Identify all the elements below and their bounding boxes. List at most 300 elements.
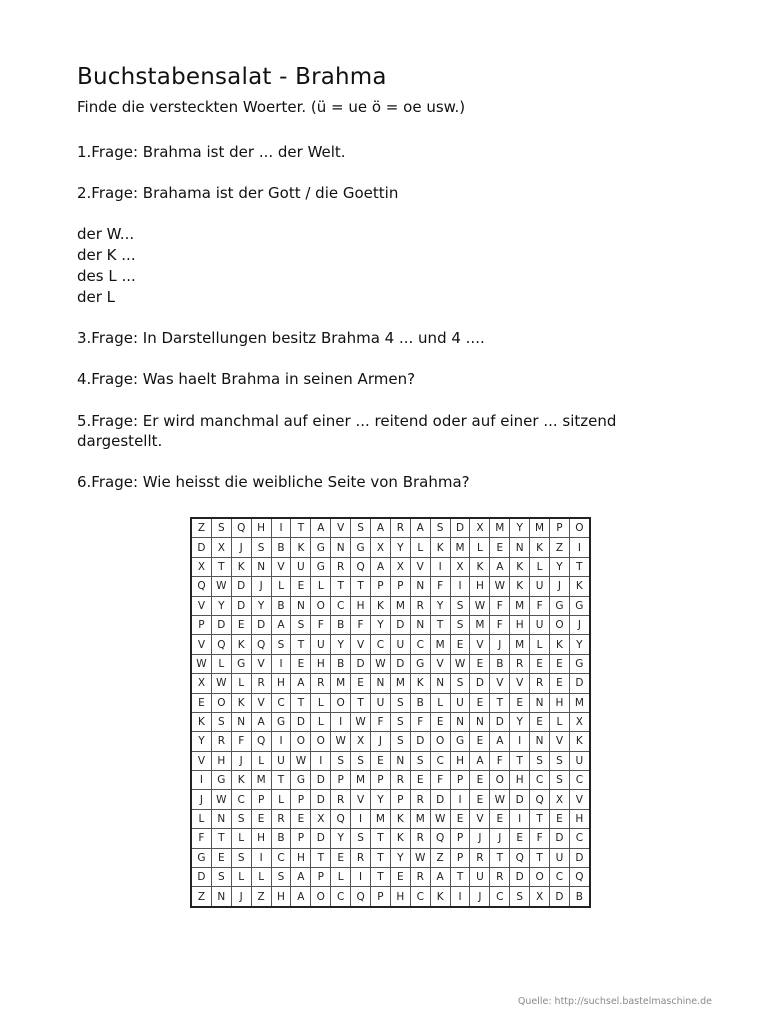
grid-cell: P	[291, 829, 311, 848]
grid-cell: G	[211, 771, 231, 790]
grid-cell: G	[550, 596, 570, 615]
grid-cell: J	[470, 829, 490, 848]
grid-cell: E	[331, 848, 351, 867]
grid-cell: C	[410, 635, 430, 654]
grid-cell: W	[211, 577, 231, 596]
grid-cell: K	[231, 557, 251, 576]
grid-cell: Y	[331, 635, 351, 654]
grid-cell: E	[371, 751, 391, 770]
grid-cell: O	[430, 732, 450, 751]
grid-cell: L	[470, 538, 490, 557]
grid-cell: Z	[191, 887, 211, 907]
grid-cell: A	[410, 518, 430, 538]
grid-cell: E	[550, 654, 570, 673]
grid-cell: U	[550, 848, 570, 867]
grid-cell: P	[550, 518, 570, 538]
grid-cell: M	[390, 596, 410, 615]
source-credit: Quelle: http://suchsel.bastelmaschine.de	[517, 996, 712, 1007]
grid-cell: Y	[390, 538, 410, 557]
grid-cell: U	[371, 693, 391, 712]
grid-cell: P	[311, 868, 331, 887]
grid-cell: K	[430, 538, 450, 557]
grid-cell: T	[211, 557, 231, 576]
grid-cell: L	[251, 751, 271, 770]
grid-cell: K	[510, 557, 530, 576]
grid-cell: P	[251, 790, 271, 809]
grid-cell: R	[490, 868, 510, 887]
grid-row	[191, 790, 590, 809]
grid-cell: T	[371, 848, 391, 867]
question-5: 5.Frage: Er wird manchmal auf einer ... reitend oder auf einer ... sitzend	[77, 412, 617, 430]
grid-cell: S	[351, 518, 371, 538]
grid-cell: Y	[390, 848, 410, 867]
grid-cell: U	[390, 635, 410, 654]
grid-cell: J	[231, 751, 251, 770]
grid-cell: C	[331, 887, 351, 907]
grid-cell: D	[470, 674, 490, 693]
grid-cell: I	[510, 732, 530, 751]
grid-cell: H	[470, 577, 490, 596]
grid-cell: M	[470, 615, 490, 634]
grid-cell: N	[410, 577, 430, 596]
grid-cell: R	[390, 771, 410, 790]
word-search-grid	[190, 517, 591, 908]
grid-cell: V	[191, 751, 211, 770]
grid-cell: T	[351, 577, 371, 596]
grid-cell: R	[510, 654, 530, 673]
grid-cell: F	[351, 615, 371, 634]
grid-cell: P	[450, 829, 470, 848]
grid-cell: V	[410, 557, 430, 576]
grid-cell: E	[490, 809, 510, 828]
grid-cell: I	[271, 654, 291, 673]
grid-cell: N	[291, 596, 311, 615]
grid-cell: Q	[231, 518, 251, 538]
grid-cell: G	[311, 538, 331, 557]
grid-cell: S	[510, 887, 530, 907]
grid-cell: W	[410, 848, 430, 867]
grid-cell: C	[271, 848, 291, 867]
grid-cell: M	[430, 635, 450, 654]
grid-cell: M	[331, 674, 351, 693]
grid-cell: Q	[331, 809, 351, 828]
grid-cell: V	[251, 693, 271, 712]
grid-cell: S	[390, 693, 410, 712]
grid-cell: P	[390, 577, 410, 596]
grid-row	[191, 596, 590, 615]
question-1: 1.Frage: Brahma ist der ... der Welt.	[77, 143, 346, 161]
grid-cell: R	[390, 518, 410, 538]
grid-cell: V	[351, 635, 371, 654]
grid-cell: Q	[191, 577, 211, 596]
grid-cell: K	[371, 596, 391, 615]
grid-cell: S	[450, 596, 470, 615]
grid-row	[191, 693, 590, 712]
grid-cell: S	[390, 732, 410, 751]
grid-cell: C	[331, 596, 351, 615]
grid-cell: J	[550, 577, 570, 596]
grid-cell: F	[530, 596, 550, 615]
grid-cell: D	[490, 712, 510, 731]
grid-cell: L	[211, 654, 231, 673]
grid-cell: X	[311, 809, 331, 828]
grid-cell: X	[371, 538, 391, 557]
grid-cell: E	[470, 654, 490, 673]
grid-cell: M	[490, 518, 510, 538]
grid-cell: O	[211, 693, 231, 712]
grid-cell: C	[569, 771, 589, 790]
grid-cell: F	[530, 829, 550, 848]
grid-cell: J	[569, 615, 589, 634]
grid-cell: M	[390, 674, 410, 693]
grid-cell: S	[211, 868, 231, 887]
grid-cell: K	[530, 538, 550, 557]
grid-cell: Y	[191, 732, 211, 751]
grid-row	[191, 674, 590, 693]
grid-row	[191, 829, 590, 848]
grid-cell: S	[410, 751, 430, 770]
grid-cell: N	[450, 712, 470, 731]
grid-cell: D	[351, 654, 371, 673]
grid-cell: T	[450, 868, 470, 887]
grid-cell: T	[291, 693, 311, 712]
grid-cell: K	[470, 557, 490, 576]
grid-cell: F	[490, 596, 510, 615]
grid-cell: U	[291, 557, 311, 576]
grid-cell: L	[191, 809, 211, 828]
grid-cell: Q	[530, 790, 550, 809]
grid-cell: Y	[510, 712, 530, 731]
grid-cell: D	[231, 596, 251, 615]
grid-cell: E	[550, 809, 570, 828]
grid-cell: B	[490, 654, 510, 673]
grid-cell: C	[271, 693, 291, 712]
question-2-option-2: der K ...	[77, 246, 136, 264]
grid-cell: T	[291, 518, 311, 538]
grid-cell: O	[569, 518, 589, 538]
grid-cell: T	[291, 635, 311, 654]
grid-cell: U	[271, 751, 291, 770]
grid-cell: R	[410, 868, 430, 887]
grid-cell: H	[251, 518, 271, 538]
grid-cell: X	[550, 790, 570, 809]
grid-cell: R	[271, 809, 291, 828]
grid-cell: X	[530, 887, 550, 907]
grid-cell: B	[331, 654, 351, 673]
grid-cell: S	[550, 751, 570, 770]
grid-cell: B	[271, 829, 291, 848]
grid-cell: W	[291, 751, 311, 770]
grid-cell: W	[371, 654, 391, 673]
grid-cell: H	[291, 848, 311, 867]
grid-cell: V	[271, 557, 291, 576]
grid-cell: A	[470, 751, 490, 770]
grid-cell: H	[271, 887, 291, 907]
grid-cell: H	[311, 654, 331, 673]
grid-cell: E	[191, 693, 211, 712]
grid-cell: Q	[251, 732, 271, 751]
grid-cell: X	[211, 538, 231, 557]
grid-row	[191, 557, 590, 576]
grid-cell: M	[530, 518, 550, 538]
grid-cell: L	[251, 868, 271, 887]
grid-cell: N	[470, 712, 490, 731]
grid-cell: R	[311, 674, 331, 693]
grid-cell: T	[371, 868, 391, 887]
grid-cell: R	[211, 732, 231, 751]
grid-cell: J	[470, 887, 490, 907]
grid-row	[191, 577, 590, 596]
grid-cell: U	[311, 635, 331, 654]
question-2-option-4: der L	[77, 288, 116, 306]
grid-cell: K	[410, 674, 430, 693]
grid-cell: N	[331, 538, 351, 557]
grid-row	[191, 887, 590, 907]
grid-cell: B	[569, 887, 589, 907]
grid-cell: J	[490, 635, 510, 654]
grid-cell: R	[331, 790, 351, 809]
grid-cell: Q	[351, 557, 371, 576]
grid-cell: T	[311, 848, 331, 867]
grid-row	[191, 751, 590, 770]
grid-cell: R	[530, 674, 550, 693]
grid-cell: D	[191, 868, 211, 887]
grid-cell: H	[450, 751, 470, 770]
grid-cell: K	[390, 809, 410, 828]
grid-cell: N	[530, 732, 550, 751]
grid-cell: X	[450, 557, 470, 576]
grid-cell: D	[251, 615, 271, 634]
grid-cell: E	[211, 848, 231, 867]
grid-cell: W	[211, 790, 231, 809]
grid-cell: L	[271, 790, 291, 809]
grid-cell: C	[530, 771, 550, 790]
grid-cell: V	[430, 654, 450, 673]
grid-cell: W	[211, 674, 231, 693]
grid-cell: W	[490, 790, 510, 809]
grid-cell: C	[231, 790, 251, 809]
grid-cell: F	[191, 829, 211, 848]
grid-cell: L	[430, 693, 450, 712]
grid-cell: R	[470, 848, 490, 867]
grid-cell: V	[550, 732, 570, 751]
grid-cell: R	[410, 790, 430, 809]
grid-cell: O	[530, 868, 550, 887]
grid-cell: P	[390, 790, 410, 809]
grid-cell: R	[331, 557, 351, 576]
grid-cell: U	[530, 577, 550, 596]
grid-cell: V	[191, 596, 211, 615]
grid-cell: U	[569, 751, 589, 770]
grid-cell: T	[211, 829, 231, 848]
grid-cell: Q	[430, 829, 450, 848]
grid-cell: W	[191, 654, 211, 673]
grid-cell: T	[510, 751, 530, 770]
grid-cell: L	[550, 712, 570, 731]
grid-cell: B	[331, 615, 351, 634]
grid-cell: I	[450, 577, 470, 596]
question-2: 2.Frage: Brahama ist der Gott / die Goettin	[77, 184, 399, 202]
grid-cell: S	[231, 809, 251, 828]
grid-cell: G	[271, 712, 291, 731]
question-2-option-3: des L ...	[77, 267, 136, 285]
grid-cell: E	[470, 693, 490, 712]
grid-cell: S	[251, 538, 271, 557]
grid-cell: E	[430, 712, 450, 731]
grid-cell: F	[371, 712, 391, 731]
grid-cell: K	[550, 635, 570, 654]
grid-cell: Y	[371, 615, 391, 634]
grid-cell: Y	[251, 596, 271, 615]
grid-cell: J	[371, 732, 391, 751]
grid-cell: S	[211, 712, 231, 731]
grid-cell: D	[550, 887, 570, 907]
grid-cell: S	[271, 635, 291, 654]
grid-row	[191, 771, 590, 790]
grid-cell: A	[371, 557, 391, 576]
grid-cell: O	[311, 596, 331, 615]
grid-cell: D	[569, 674, 589, 693]
grid-cell: P	[371, 771, 391, 790]
grid-cell: R	[410, 829, 430, 848]
grid-cell: E	[510, 829, 530, 848]
grid-cell: X	[191, 557, 211, 576]
grid-cell: V	[251, 654, 271, 673]
grid-cell: T	[490, 693, 510, 712]
grid-cell: U	[450, 693, 470, 712]
grid-cell: T	[530, 848, 550, 867]
grid-cell: L	[311, 693, 331, 712]
grid-cell: P	[291, 790, 311, 809]
grid-row	[191, 615, 590, 634]
grid-cell: Z	[430, 848, 450, 867]
question-4: 4.Frage: Was haelt Brahma in seinen Armen?	[77, 370, 416, 388]
grid-row	[191, 712, 590, 731]
grid-cell: K	[510, 577, 530, 596]
grid-cell: H	[510, 771, 530, 790]
grid-cell: N	[430, 674, 450, 693]
grid-cell: I	[351, 809, 371, 828]
grid-cell: E	[291, 654, 311, 673]
grid-cell: E	[351, 674, 371, 693]
grid-cell: P	[191, 615, 211, 634]
grid-cell: Y	[331, 829, 351, 848]
grid-cell: U	[530, 615, 550, 634]
grid-cell: K	[430, 887, 450, 907]
grid-cell: O	[550, 615, 570, 634]
grid-cell: C	[569, 829, 589, 848]
grid-row	[191, 538, 590, 557]
grid-cell: G	[450, 732, 470, 751]
grid-cell: M	[351, 771, 371, 790]
grid-cell: S	[530, 751, 550, 770]
grid-cell: B	[410, 693, 430, 712]
grid-cell: Y	[430, 596, 450, 615]
grid-cell: O	[311, 732, 331, 751]
grid-row	[191, 635, 590, 654]
grid-cell: D	[191, 538, 211, 557]
grid-cell: R	[410, 596, 430, 615]
grid-cell: L	[311, 712, 331, 731]
grid-cell: I	[331, 712, 351, 731]
grid-cell: A	[371, 518, 391, 538]
grid-cell: N	[211, 887, 231, 907]
grid-row	[191, 868, 590, 887]
grid-cell: S	[271, 868, 291, 887]
grid-cell: W	[430, 809, 450, 828]
grid-cell: P	[450, 771, 470, 790]
grid-cell: H	[351, 596, 371, 615]
grid-cell: Y	[550, 557, 570, 576]
grid-cell: L	[530, 557, 550, 576]
grid-cell: Y	[510, 518, 530, 538]
grid-cell: K	[231, 693, 251, 712]
grid-cell: S	[291, 615, 311, 634]
grid-cell: N	[390, 751, 410, 770]
grid-cell: W	[470, 596, 490, 615]
grid-cell: P	[331, 771, 351, 790]
grid-cell: I	[191, 771, 211, 790]
grid-cell: E	[490, 538, 510, 557]
grid-cell: E	[470, 790, 490, 809]
grid-cell: F	[231, 732, 251, 751]
question-2-option-1: der W...	[77, 225, 135, 243]
grid-cell: E	[291, 809, 311, 828]
grid-cell: A	[251, 712, 271, 731]
grid-cell: E	[530, 712, 550, 731]
grid-cell: D	[390, 615, 410, 634]
grid-cell: N	[410, 615, 430, 634]
grid-cell: V	[470, 809, 490, 828]
grid-cell: X	[470, 518, 490, 538]
grid-cell: C	[490, 887, 510, 907]
grid-cell: D	[311, 790, 331, 809]
grid-cell: A	[291, 674, 311, 693]
grid-cell: I	[251, 848, 271, 867]
grid-cell: J	[231, 538, 251, 557]
grid-cell: Q	[251, 635, 271, 654]
grid-cell: H	[510, 615, 530, 634]
grid-cell: G	[569, 596, 589, 615]
grid-cell: K	[291, 538, 311, 557]
grid-cell: M	[410, 809, 430, 828]
grid-cell: I	[450, 790, 470, 809]
grid-cell: M	[569, 693, 589, 712]
grid-cell: S	[550, 771, 570, 790]
grid-cell: H	[251, 829, 271, 848]
question-5-continued: dargestellt.	[77, 432, 163, 450]
grid-cell: J	[490, 829, 510, 848]
grid-cell: D	[311, 771, 331, 790]
grid-cell: L	[331, 868, 351, 887]
grid-cell: Q	[351, 887, 371, 907]
grid-cell: T	[371, 829, 391, 848]
grid-cell: K	[390, 829, 410, 848]
grid-cell: N	[530, 693, 550, 712]
grid-cell: A	[490, 557, 510, 576]
grid-cell: L	[231, 868, 251, 887]
grid-cell: X	[351, 732, 371, 751]
grid-cell: A	[311, 518, 331, 538]
grid-cell: F	[410, 712, 430, 731]
grid-cell: F	[490, 615, 510, 634]
grid-cell: V	[191, 635, 211, 654]
grid-cell: U	[470, 868, 490, 887]
grid-cell: V	[510, 674, 530, 693]
grid-cell: K	[569, 732, 589, 751]
grid-cell: T	[271, 771, 291, 790]
grid-row	[191, 732, 590, 751]
